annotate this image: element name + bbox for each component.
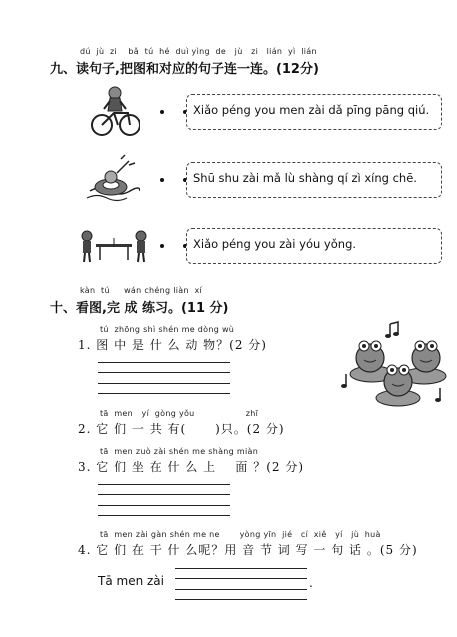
sentence-box-1 <box>186 94 442 130</box>
section9-pinyin: dú jù zi bǎ tú hé duì yìng de jù zi lián yì lián <box>80 47 317 56</box>
swimmer-icon <box>85 153 140 205</box>
answer-line[interactable] <box>175 578 307 579</box>
cyclist-icon <box>90 85 140 137</box>
section10-title: 十、看图,完 成 练习。(11 分) <box>50 301 229 316</box>
answer-prefix: Tā men zài <box>98 574 164 588</box>
answer-line[interactable] <box>175 589 307 590</box>
q3-text: 3. 它 们 坐 在 什 么 上 面 ？(2 分) <box>78 460 305 474</box>
answer-line[interactable] <box>98 505 230 506</box>
q3-pinyin: tā men zuò zài shén me shàng miàn <box>100 447 259 456</box>
q2-text: 2. 它 们 一 共 有( )只。(2 分) <box>78 422 285 436</box>
ping-pong-icon <box>80 228 148 264</box>
frogs-icon <box>340 318 450 410</box>
answer-line[interactable] <box>98 515 230 516</box>
section10-pinyin: kàn tú wán chéng liàn xí <box>80 286 203 295</box>
match-dot[interactable] <box>160 110 164 114</box>
answer-line[interactable] <box>175 568 307 569</box>
sentence-1: Xiǎo péng you men zài dǎ pīng pāng qiú. <box>193 103 430 117</box>
answer-line[interactable] <box>98 383 230 384</box>
sentence-3: Xiǎo péng you zài yóu yǒng. <box>193 237 357 251</box>
q4-text: 4. 它 们 在 干 什 么呢？用 音 节 词 写 一 句 话 。(5 分) <box>78 543 418 557</box>
sentence-2: Shū shu zài mǎ lù shàng qí zì xíng chē. <box>193 171 417 185</box>
answer-line[interactable] <box>98 494 230 495</box>
q2-pinyin: tā men yí gòng yǒu zhī <box>100 409 259 418</box>
match-dot[interactable] <box>160 244 164 248</box>
q4-pinyin: tā men zài gàn shén me ne yòng yīn jié cí xiě yí jù huà <box>100 530 381 539</box>
section9-title: 九、读句子,把图和对应的句子连一连。(12分) <box>50 62 319 77</box>
answer-line[interactable] <box>98 484 230 485</box>
answer-line[interactable] <box>175 599 307 600</box>
answer-line[interactable] <box>98 393 230 394</box>
match-dot[interactable] <box>160 178 164 182</box>
answer-period: . <box>309 576 313 590</box>
q1-text: 1. 图 中 是 什 么 动 物？(2 分) <box>78 338 267 352</box>
sentence-box-2 <box>186 162 442 198</box>
answer-line[interactable] <box>98 362 230 363</box>
sentence-box-3 <box>186 228 442 264</box>
answer-line[interactable] <box>98 372 230 373</box>
q1-pinyin: tú zhōng shì shén me dòng wù <box>100 325 235 334</box>
